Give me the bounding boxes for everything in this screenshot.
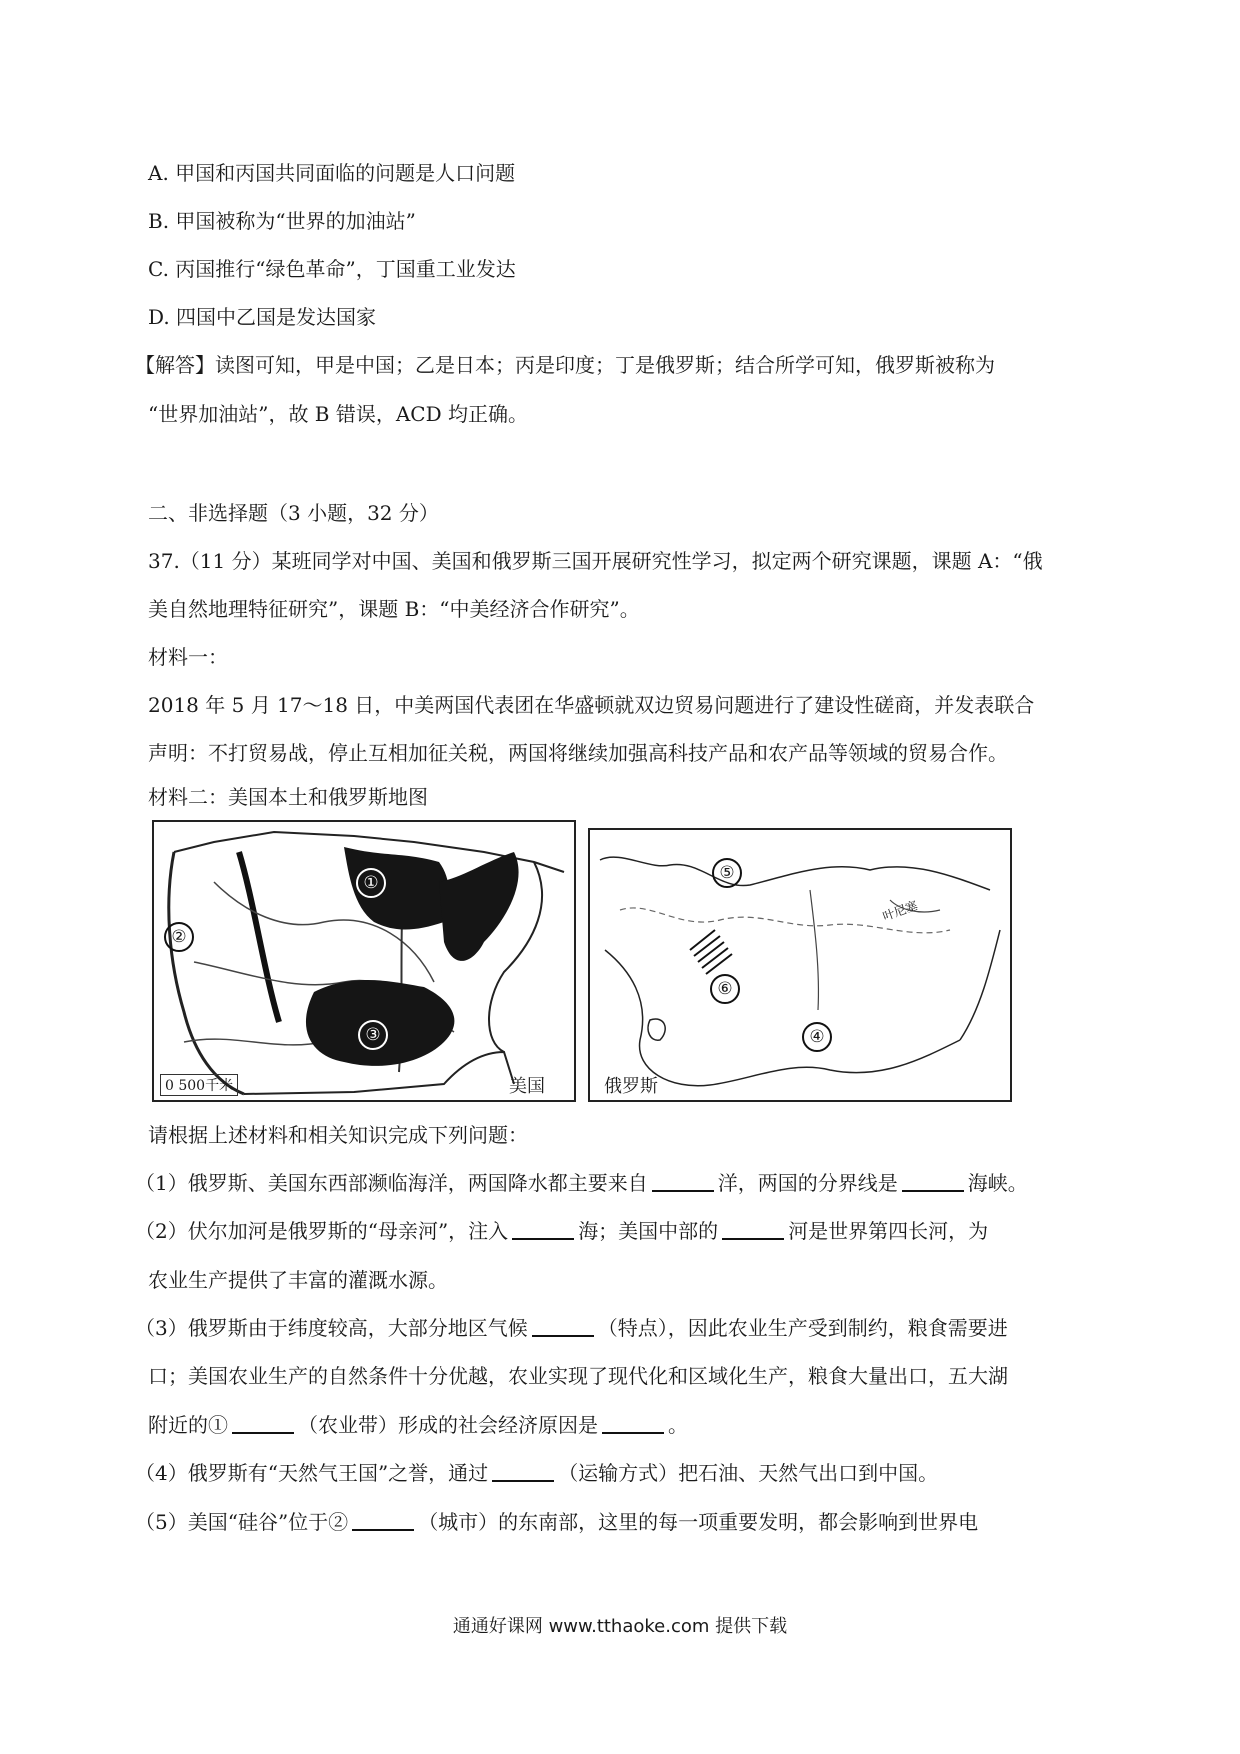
q4-blank-1 — [492, 1460, 554, 1482]
question-3-cont-2 — [148, 1412, 1098, 1438]
q2-text-b: 海；美国中部的 — [578, 1219, 719, 1243]
material1-line-1: 2018 年 5 月 17～18 日，中美两国代表团在华盛顿就双边贸易问题进行了建设性磋商，并发表联合 — [148, 693, 1035, 717]
q1-text-a: （1）俄罗斯、美国东西部濒临海洋，两国降水都主要来自 — [135, 1171, 648, 1195]
option-a: A. 甲国和丙国共同面临的问题是人口问题 — [148, 161, 516, 185]
q3-text-f: 。 — [668, 1413, 688, 1437]
section-title: 二、非选择题（3 小题，32 分） — [148, 501, 439, 525]
russia-map-label: 俄罗斯 — [604, 1076, 658, 1097]
q1-blank-1 — [652, 1170, 714, 1192]
q4-text-b: （运输方式）把石油、天然气出口到中国。 — [558, 1461, 939, 1485]
question-5 — [135, 1509, 1085, 1535]
russia-river-label: 叶尼塞 — [880, 898, 920, 924]
russia-marker-4: ④ — [802, 1022, 832, 1052]
q37-line-2: 美自然地理特征研究”，课题 B：“中美经济合作研究”。 — [148, 597, 640, 621]
usa-marker-3: ③ — [358, 1020, 388, 1050]
option-b: B. 甲国被称为“世界的加油站” — [148, 209, 416, 233]
q37-line-1: 37.（11 分）某班同学对中国、美国和俄罗斯三国开展研究性学习，拟定两个研究课题，课题 A：“俄 — [148, 549, 1043, 573]
material2-label: 材料二：美国本土和俄罗斯地图 — [148, 785, 428, 809]
q1-text-c: 海峡。 — [967, 1171, 1028, 1195]
q1-text-b: 洋，两国的分界线是 — [717, 1171, 898, 1195]
q3-blank-2 — [232, 1412, 294, 1434]
q2-text-a: （2）伏尔加河是俄罗斯的“母亲河”，注入 — [135, 1219, 509, 1243]
usa-marker-2: ② — [164, 922, 194, 952]
russia-marker-5: ⑤ — [712, 858, 742, 888]
q2-text-c: 河是世界第四长河，为 — [788, 1219, 989, 1243]
question-3-cont: 口；美国农业生产的自然条件十分优越，农业实现了现代化和区域化生产，粮食大量出口，五大湖 — [148, 1364, 1008, 1388]
q3-blank-1 — [532, 1315, 594, 1337]
question-2-cont: 农业生产提供了丰富的灌溉水源。 — [148, 1268, 448, 1292]
footer-source: 通通好课网 www.tthaoke.com 提供下载 — [452, 1616, 788, 1637]
usa-map-label: 美国 — [509, 1076, 545, 1097]
q1-blank-2 — [902, 1170, 964, 1192]
instruction: 请根据上述材料和相关知识完成下列问题： — [148, 1123, 528, 1147]
q5-text-a: （5）美国“硅谷”位于② — [135, 1510, 349, 1534]
usa-map-drawing — [154, 822, 574, 1100]
question-2 — [135, 1218, 1085, 1244]
russia-marker-6: ⑥ — [710, 974, 740, 1004]
q3-text-a: （3）俄罗斯由于纬度较高，大部分地区气候 — [135, 1316, 528, 1340]
question-1 — [135, 1170, 1085, 1196]
q2-blank-1 — [512, 1218, 574, 1240]
russia-map-drawing — [590, 830, 1010, 1100]
question-4 — [135, 1460, 1085, 1486]
usa-scale: 0 500千米 — [160, 1074, 238, 1096]
q3-text-e: （农业带）形成的社会经济原因是 — [298, 1413, 598, 1437]
q3-text-d: 附近的① — [148, 1413, 228, 1437]
q2-blank-2 — [722, 1218, 784, 1240]
q4-text-a: （4）俄罗斯有“天然气王国”之誉，通过 — [135, 1461, 489, 1485]
option-d: D. 四国中乙国是发达国家 — [148, 305, 377, 329]
material1-label: 材料一： — [148, 645, 228, 669]
q3-blank-3 — [602, 1412, 664, 1434]
usa-map — [152, 820, 576, 1102]
usa-marker-1: ① — [356, 868, 386, 898]
material1-line-2: 声明：不打贸易战，停止互相加征关税，两国将继续加强高科技产品和农产品等领域的贸易合作。 — [148, 741, 1008, 765]
question-3 — [135, 1315, 1085, 1341]
q3-text-b: （特点），因此农业生产受到制约，粮食需要进 — [597, 1316, 1008, 1340]
q5-text-b: （城市）的东南部，这里的每一项重要发明，都会影响到世界电 — [418, 1510, 979, 1534]
option-c: C. 丙国推行“绿色革命”，丁国重工业发达 — [148, 257, 516, 281]
russia-map — [588, 828, 1012, 1102]
answer-line-1: 【解答】读图可知，甲是中国；乙是日本；丙是印度；丁是俄罗斯；结合所学可知，俄罗斯被称为 — [135, 353, 995, 377]
q5-blank-1 — [352, 1509, 414, 1531]
answer-line-2: “世界加油站”，故 B 错误，ACD 均正确。 — [148, 402, 528, 426]
